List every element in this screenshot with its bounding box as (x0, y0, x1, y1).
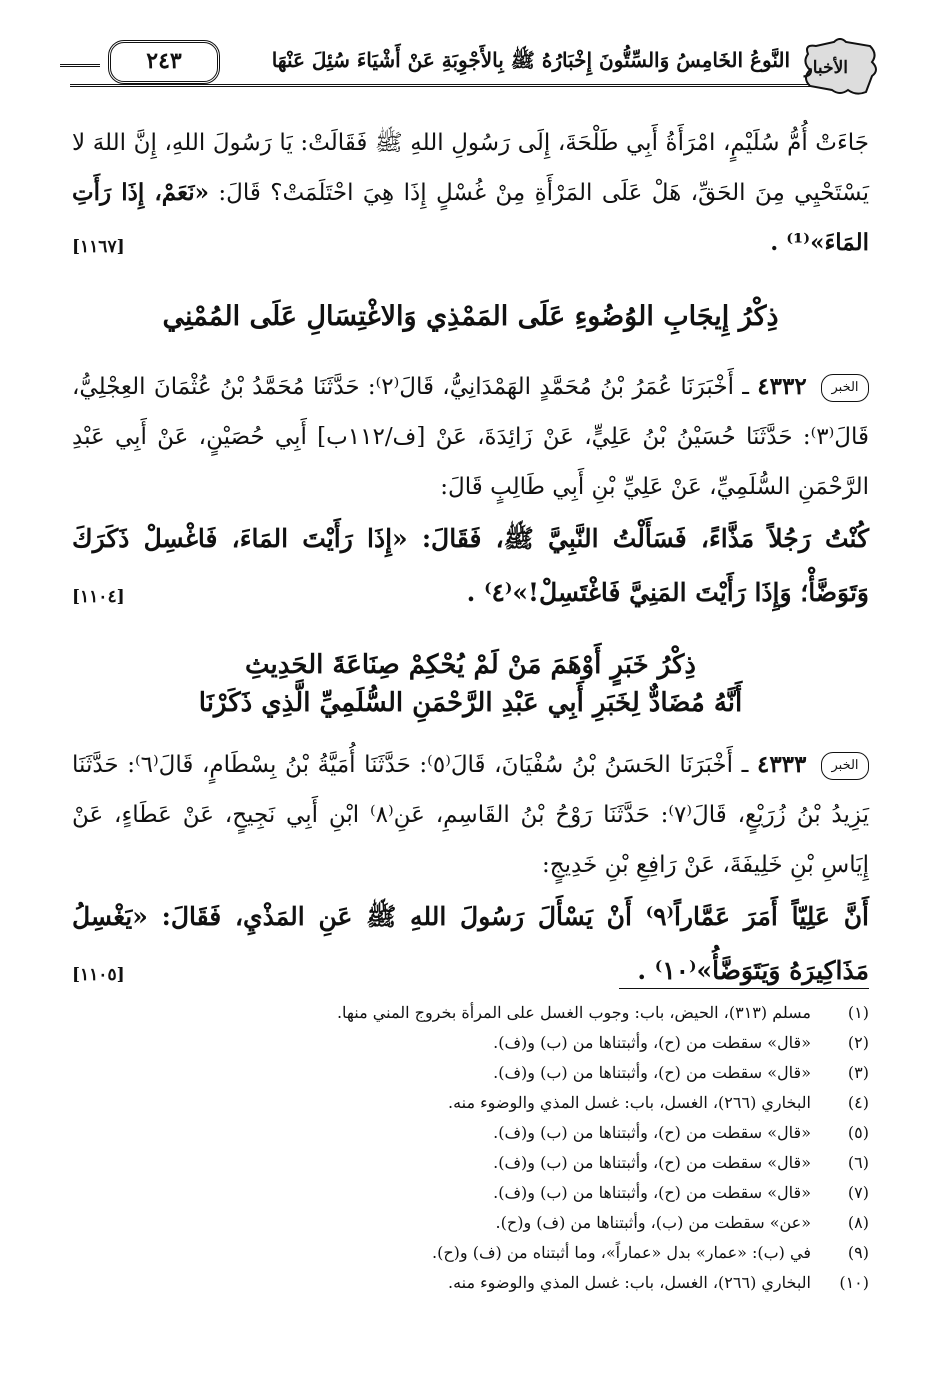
header-rule (70, 84, 810, 91)
page-number: ٢٤٣ (108, 40, 220, 84)
hadith-number: ٤٣٣٣ (756, 751, 807, 778)
emblem-label: الأخبار (804, 58, 848, 78)
khabar-badge-icon: الخبر (821, 374, 869, 402)
footnote: (٥) «قال» سقطت من (ح)، وأثبتناها من (ب) و(ف). (493, 1123, 869, 1142)
footnote: (٩) في (ب): «عمار» بدل «عماراً»، وما أثبتناه من (ف) و(ح). (432, 1243, 869, 1262)
reference-1167: [١١٦٧] (72, 237, 125, 257)
hadith-4333-matn: أَنَّ عَلِيّاً أَمَرَ عَمَّاراً⁽٩⁾ أَنْ يَسْأَلَ رَسُولَ اللهِ ﷺ عَنِ المَذْيِ، فَقَالَ: «يَغْسِلُ مَذَاكِيرَهُ وَيَتَوَضَّأُ»⁽١٠⁾ . [١١٠٥] (72, 890, 869, 998)
footnote: (٣) «قال» سقطت من (ح)، وأثبتناها من (ب) و(ف). (493, 1063, 869, 1082)
reference-1105: [١١٠٥] (72, 965, 125, 985)
footnote: (٧) «قال» سقطت من (ح)، وأثبتناها من (ب) و(ف). (493, 1183, 869, 1202)
main-text (72, 118, 869, 1002)
hadith-4332-matn: كُنْتُ رَجُلاً مَذَّاءً، فَسَأَلْتُ النَّبِيَّ ﷺ، فَقَالَ: «إِذَا رَأَيْتَ المَاءَ، فَاغْسِلْ ذَكَرَكَ وَتَوَضَّأْ؛ وَإِذَا رَأَيْتَ المَنِيَّ فَاغْتَسِلْ!»⁽٤⁾ . [١١٠٤] (72, 512, 869, 620)
footnote: (٨) «عن» سقطت من (ب)، وأثبتناها من (ف) و(ح). (495, 1213, 869, 1232)
header-rule-left (60, 64, 100, 67)
footnotes (72, 998, 869, 1298)
footnote: (٦) «قال» سقطت من (ح)، وأثبتناها من (ب) و(ف). (493, 1153, 869, 1172)
page-header (70, 38, 870, 78)
footnote: (١٠) البخاري (٢٦٦)، الغسل، باب: غسل المذي والوضوء منه. (447, 1273, 869, 1292)
paragraph-1-tail: «نَعَمْ، إِذَا رَأَتِ المَاءَ»⁽¹⁾ . (72, 179, 869, 256)
footnote: (٤) البخاري (٢٦٦)، الغسل، باب: غسل المذي والوضوء منه. (447, 1093, 869, 1112)
hadith-4332-isnad: الخبر ٤٣٣٢ ـ أَخْبَرَنَا عُمَرُ بْنُ مُحَمَّدٍ الهَمْدَانِيُّ، قَالَ⁽٢⁾: حَدَّثَنَا مُحَمَّدُ بْنُ عُثْمَانَ العِجْلِيُّ، قَالَ⁽٣⁾: حَدَّثَنَا حُسَيْنُ بْنُ عَلِيٍّ، عَنْ زَائِدَةَ، عَنْ [ف/١١٢ب] أَبِي حُصَيْنٍ، عَنْ أَبِي عَبْدِ الرَّحْمَنِ السُّلَمِيِّ، عَنْ عَلِيِّ بْنِ أَبِي طَالِبٍ قَالَ: (72, 373, 869, 500)
section-title-2: ذِكْرُ خَبَرٍ أَوْهَمَ مَنْ لَمْ يُحْكِمْ صِنَاعَةَ الحَدِيثِ أَنَّهُ مُضَادٌّ لِخَبَرِ أَبِي عَبْدِ الرَّحْمَنِ السُّلَمِيِّ الَّذِي ذَكَرْنَا (198, 650, 743, 718)
footnote-separator (619, 988, 869, 989)
reference-1104: [١١٠٤] (72, 587, 125, 607)
section-title-1: ذِكْرُ إِيجَابِ الوُضُوءِ عَلَى المَمْذِي وَالاغْتِسَالِ عَلَى المُمْنِي (162, 301, 779, 332)
hadith-number: ٤٣٣٢ (757, 373, 807, 400)
paragraph-1: جَاءَتْ أُمُّ سُلَيْمٍ، امْرَأَةُ أَبِي طَلْحَةَ، إِلَى رَسُولِ اللهِ ﷺ فَقَالَتْ: يَا رَسُولَ اللهِ، إِنَّ اللهَ لا يَسْتَحْيِي مِنَ الحَقِّ، هَلْ عَلَى المَرْأَةِ مِنْ غُسْلٍ إِذَا هِيَ احْتَلَمَتْ؟ قَالَ: «نَعَمْ، إِذَا رَأَتِ المَاءَ»⁽¹⁾ . [١١٦٧] (72, 118, 869, 268)
khabar-badge-icon: الخبر (821, 752, 869, 780)
footnote: (١) مسلم (٣١٣)، الحيض، باب: وجوب الغسل على المرأة بخروج المني منها. (336, 1003, 869, 1022)
footnote: (٢) «قال» سقطت من (ح)، وأثبتناها من (ب) و(ف). (493, 1033, 869, 1052)
hadith-4333-isnad: الخبر ٤٣٣٣ ـ أَخْبَرَنَا الحَسَنُ بْنُ سُفْيَانَ، قَالَ⁽٥⁾: حَدَّثَنَا أُمَيَّةُ بْنُ بِسْطَامٍ، قَالَ⁽٦⁾: حَدَّثَنَا يَزِيدُ بْنُ زُرَيْعٍ، قَالَ⁽٧⁾: حَدَّثَنَا رَوْحُ بْنُ القَاسِمِ، عَنِ⁽٨⁾ ابْنِ أَبِي نَجِيحٍ، عَنْ عَطَاءٍ، عَنْ إِيَاسِ بْنِ خَلِيفَةَ، عَنْ رَافِعِ بْنِ خَدِيجٍ: (72, 751, 869, 878)
running-header-title: النَّوعُ الخَامِسُ وَالسِّتُّونَ إِخْبَارُهُ ﷺ بِالأَجْوِبَةِ عَنْ أَشْيَاءَ سُئِلَ عَنْهَا (271, 48, 790, 72)
